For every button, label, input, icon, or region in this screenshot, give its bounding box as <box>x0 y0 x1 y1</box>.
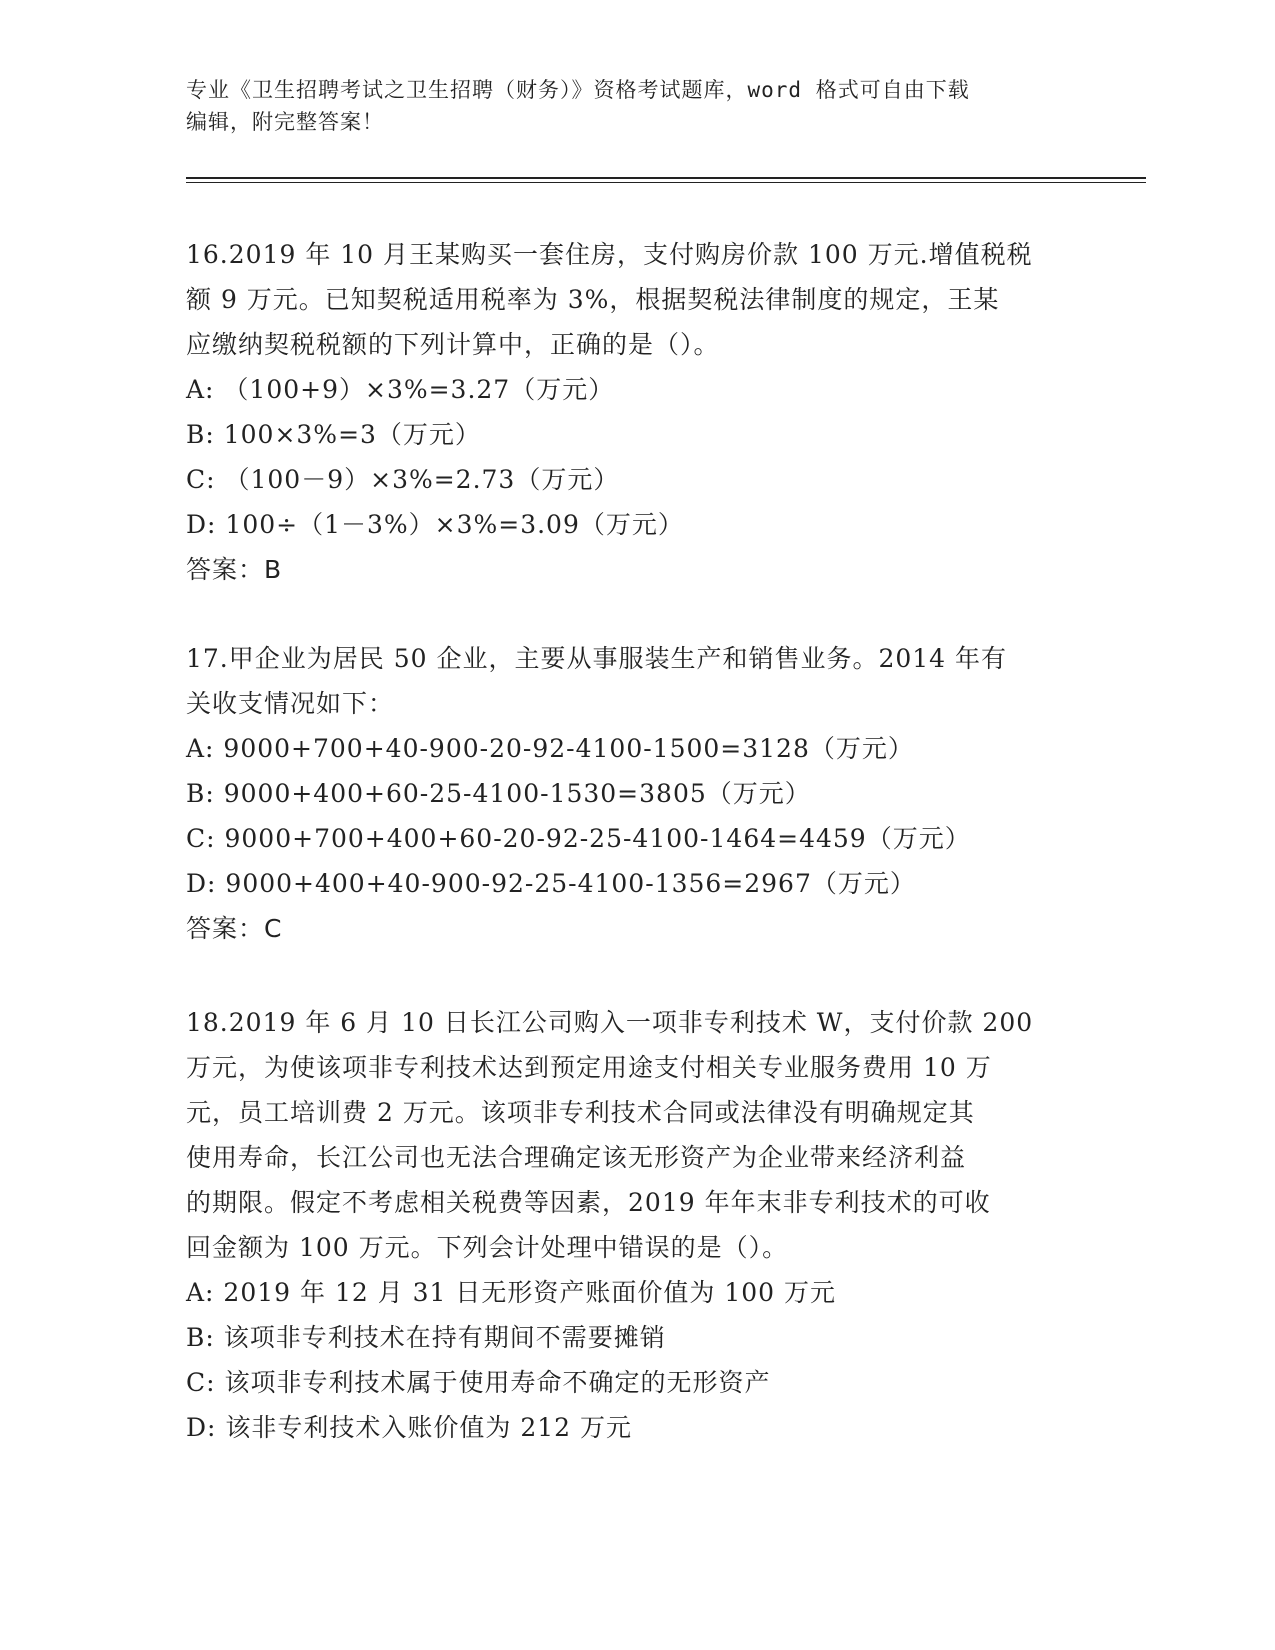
question-stem-line: 万元，为使该项非专利技术达到预定用途支付相关专业服务费用 10 万 <box>186 1053 992 1082</box>
option-c: C: （100－9）×3%=2.73（万元） <box>186 465 620 494</box>
option-b: B: 9000+400+60-25-4100-1530=3805（万元） <box>186 779 811 808</box>
question-stem-line: 应缴纳契税税额的下列计算中，正确的是（）。 <box>186 330 720 359</box>
header-line: 编辑，附完整答案！ <box>186 110 384 134</box>
option-a: A: 2019 年 12 月 31 日无形资产账面价值为 100 万元 <box>186 1278 837 1307</box>
question-stem-line: 16.2019 年 10 月王某购买一套住房，支付购房价款 100 万元.增值税税 <box>186 240 1033 269</box>
question-16 <box>186 232 1086 592</box>
question-stem-line: 回金额为 100 万元。下列会计处理中错误的是（）。 <box>186 1233 789 1262</box>
header-divider <box>186 177 1146 179</box>
question-stem-line: 使用寿命，长江公司也无法合理确定该无形资产为企业带来经济利益 <box>186 1143 967 1172</box>
question-17 <box>186 636 1086 951</box>
option-b: B: 100×3%=3（万元） <box>186 420 481 449</box>
header-divider <box>186 182 1146 183</box>
option-b: B: 该项非专利技术在持有期间不需要摊销 <box>186 1323 666 1352</box>
option-c: C: 该项非专利技术属于使用寿命不确定的无形资产 <box>186 1368 771 1397</box>
option-d: D: 9000+400+40-900-92-25-4100-1356=2967（万元） <box>186 869 916 898</box>
option-d: D: 100÷（1－3%）×3%=3.09（万元） <box>186 510 684 539</box>
question-stem-line: 17.甲企业为居民 50 企业，主要从事服装生产和销售业务。2014 年有 <box>186 644 1008 673</box>
answer: 答案：C <box>186 914 283 943</box>
header-line: 专业《卫生招聘考试之卫生招聘（财务）》资格考试题库，word 格式可自由下载 <box>186 78 970 102</box>
question-stem-line: 额 9 万元。已知契税适用税率为 3%，根据契税法律制度的规定，王某 <box>186 285 1000 314</box>
option-a: A: （100+9）×3%=3.27（万元） <box>186 375 615 404</box>
question-stem-line: 元，员工培训费 2 万元。该项非专利技术合同或法律没有明确规定其 <box>186 1098 975 1127</box>
option-a: A: 9000+700+40-900-20-92-4100-1500=3128（万元） <box>186 734 914 763</box>
question-stem-line: 的期限。假定不考虑相关税费等因素，2019 年年末非专利技术的可收 <box>186 1188 991 1217</box>
question-stem-line: 关收支情况如下： <box>186 689 395 718</box>
question-stem-line: 18.2019 年 6 月 10 日长江公司购入一项非专利技术 W，支付价款 200 <box>186 1008 1034 1037</box>
answer: 答案：B <box>186 555 283 584</box>
option-d: D: 该非专利技术入账价值为 212 万元 <box>186 1413 633 1442</box>
option-c: C: 9000+700+400+60-20-92-25-4100-1464=4459（万元） <box>186 824 971 853</box>
question-18 <box>186 1000 1086 1450</box>
document-header <box>186 74 1066 138</box>
